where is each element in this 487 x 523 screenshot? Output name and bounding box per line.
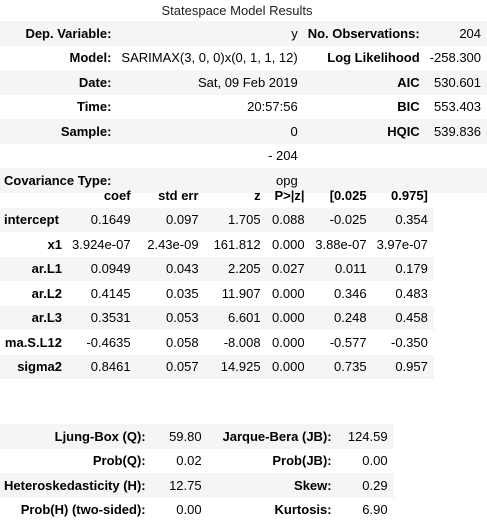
coefficient-table [0, 183, 434, 379]
table-cell: -0.4635 [86, 334, 131, 350]
table-cell: 161.812 [213, 236, 261, 252]
table-cell: 3.88e-07 [315, 236, 367, 252]
stat-label: AIC [304, 70, 426, 95]
stat-value: -258.300 [429, 50, 482, 66]
stat-value: 530.601 [426, 70, 487, 95]
stat-label [304, 144, 426, 169]
stat-value [426, 144, 487, 169]
column-header: coef [103, 187, 131, 203]
table-row [0, 330, 434, 355]
table-cell: 0.000 [267, 306, 311, 331]
table-cell: 6.601 [205, 306, 267, 331]
info-label: Sample: [0, 119, 117, 144]
table-row [0, 449, 394, 474]
info-label: Covariance Type: [0, 168, 117, 193]
table-cell: 0.458 [373, 306, 434, 331]
stat-label: HQIC [304, 119, 426, 144]
table-row [0, 46, 487, 71]
row-header: ma.S.L12 [4, 334, 62, 350]
table-cell: 0.957 [373, 355, 434, 380]
table-cell: 1.705 [205, 208, 267, 233]
table-row [0, 70, 487, 95]
diag-value: 0.02 [176, 453, 202, 469]
table-cell: 0.483 [395, 285, 428, 301]
table-row [0, 208, 434, 233]
diag-label: Prob(Q): [92, 453, 146, 469]
info-value: opg [117, 168, 303, 193]
table-cell: 2.205 [205, 257, 267, 282]
row-header: ar.L1 [0, 257, 68, 282]
column-header: 0.975] [391, 187, 428, 203]
table-cell: 0.053 [137, 306, 205, 331]
table-cell: 0.179 [373, 257, 434, 282]
table-cell: 0.035 [166, 285, 199, 301]
table-cell: 0.000 [267, 355, 311, 380]
diag-value: 12.75 [152, 473, 208, 498]
table-cell: 0.088 [267, 208, 311, 233]
table-cell: 0.354 [373, 208, 434, 233]
table-row [0, 232, 434, 257]
diag-value: 6.90 [362, 502, 388, 518]
table-row [0, 21, 487, 46]
table-row [0, 355, 434, 380]
info-value: y [117, 21, 303, 46]
info-label: Date: [0, 70, 117, 95]
table-cell: 0.011 [311, 257, 373, 282]
diag-label: Ljung-Box (Q): [0, 424, 152, 449]
diag-value: 59.80 [152, 424, 208, 449]
stat-value: 204 [426, 21, 487, 46]
info-label: Model: [69, 50, 112, 66]
table-cell: -0.577 [329, 334, 367, 350]
row-header: sigma2 [0, 355, 68, 380]
table-cell: 14.925 [205, 355, 267, 380]
diag-label: Kurtosis: [274, 502, 332, 518]
stat-value: 553.403 [434, 99, 482, 115]
column-header-blank [0, 183, 68, 208]
info-label: Dep. Variable: [0, 21, 117, 46]
diag-label: Skew: [208, 473, 338, 498]
stat-value [426, 168, 487, 193]
table-cell: 0.058 [166, 334, 199, 350]
table-cell: 0.346 [334, 285, 367, 301]
table-cell: 0.027 [267, 257, 311, 282]
diag-value: 0.00 [362, 453, 388, 469]
info-value: - 204 [268, 148, 298, 164]
row-header: x1 [47, 236, 62, 252]
info-value: SARIMAX(3, 0, 0)x(0, 1, 1, 12) [121, 50, 298, 66]
table-cell: 3.924e-07 [72, 236, 131, 252]
diag-value: 0.29 [338, 473, 394, 498]
table-cell: 0.000 [272, 285, 305, 301]
table-row [0, 306, 434, 331]
column-header: std err [158, 187, 199, 203]
stat-label: No. Observations: [304, 21, 426, 46]
table-cell: 0.043 [137, 257, 205, 282]
table-cell: 0.0949 [68, 257, 137, 282]
table-cell: 0.248 [311, 306, 373, 331]
model-info-table [0, 21, 487, 193]
table-caption: Statespace Model Results [161, 3, 313, 18]
column-header: z [254, 187, 261, 203]
info-value: Sat, 09 Feb 2019 [117, 70, 303, 95]
diag-label: Jarque-Bera (JB): [208, 424, 338, 449]
diag-value: 124.59 [338, 424, 394, 449]
table-row [0, 281, 434, 306]
info-value: 20:57:56 [247, 99, 298, 115]
table-cell: 3.97e-07 [376, 236, 428, 252]
diag-label: Prob(H) (two-sided): [20, 502, 146, 518]
table-cell: -8.008 [223, 334, 261, 350]
stat-value: 539.836 [426, 119, 487, 144]
table-row [0, 473, 394, 498]
table-cell: 0.735 [311, 355, 373, 380]
column-header: [0.025 [329, 187, 367, 203]
table-cell: 0.4145 [90, 285, 131, 301]
table-cell: 2.43e-09 [147, 236, 199, 252]
table-row [0, 119, 487, 144]
table-cell: 0.097 [137, 208, 205, 233]
table-cell: 0.8461 [68, 355, 137, 380]
table-cell: -0.350 [391, 334, 428, 350]
stat-label: Log Likelihood [327, 50, 420, 66]
table-cell: -0.025 [311, 208, 373, 233]
info-label [0, 144, 117, 169]
row-header: ar.L2 [31, 285, 62, 301]
column-header: P>|z| [274, 187, 305, 203]
table-cell: 0.057 [137, 355, 205, 380]
row-header: ar.L3 [0, 306, 68, 331]
info-value: 0 [117, 119, 303, 144]
row-header: intercept [0, 208, 68, 233]
table-row [0, 424, 394, 449]
table-row [0, 498, 394, 523]
diag-label: Prob(JB): [272, 453, 332, 469]
table-row [0, 257, 434, 282]
table-cell: 0.000 [272, 334, 305, 350]
stat-label: BIC [397, 99, 420, 115]
table-cell: 0.3531 [68, 306, 137, 331]
table-cell: 11.907 [221, 285, 261, 301]
diagnostics-table [0, 424, 394, 522]
table-cell: 0.000 [272, 236, 305, 252]
table-header-row [0, 183, 434, 208]
table-cell: 0.1649 [68, 208, 137, 233]
table-row [0, 144, 487, 169]
diag-value: 0.00 [176, 502, 202, 518]
info-label: Time: [76, 99, 112, 115]
diag-label: Heteroskedasticity (H): [0, 473, 152, 498]
table-row [0, 95, 487, 120]
